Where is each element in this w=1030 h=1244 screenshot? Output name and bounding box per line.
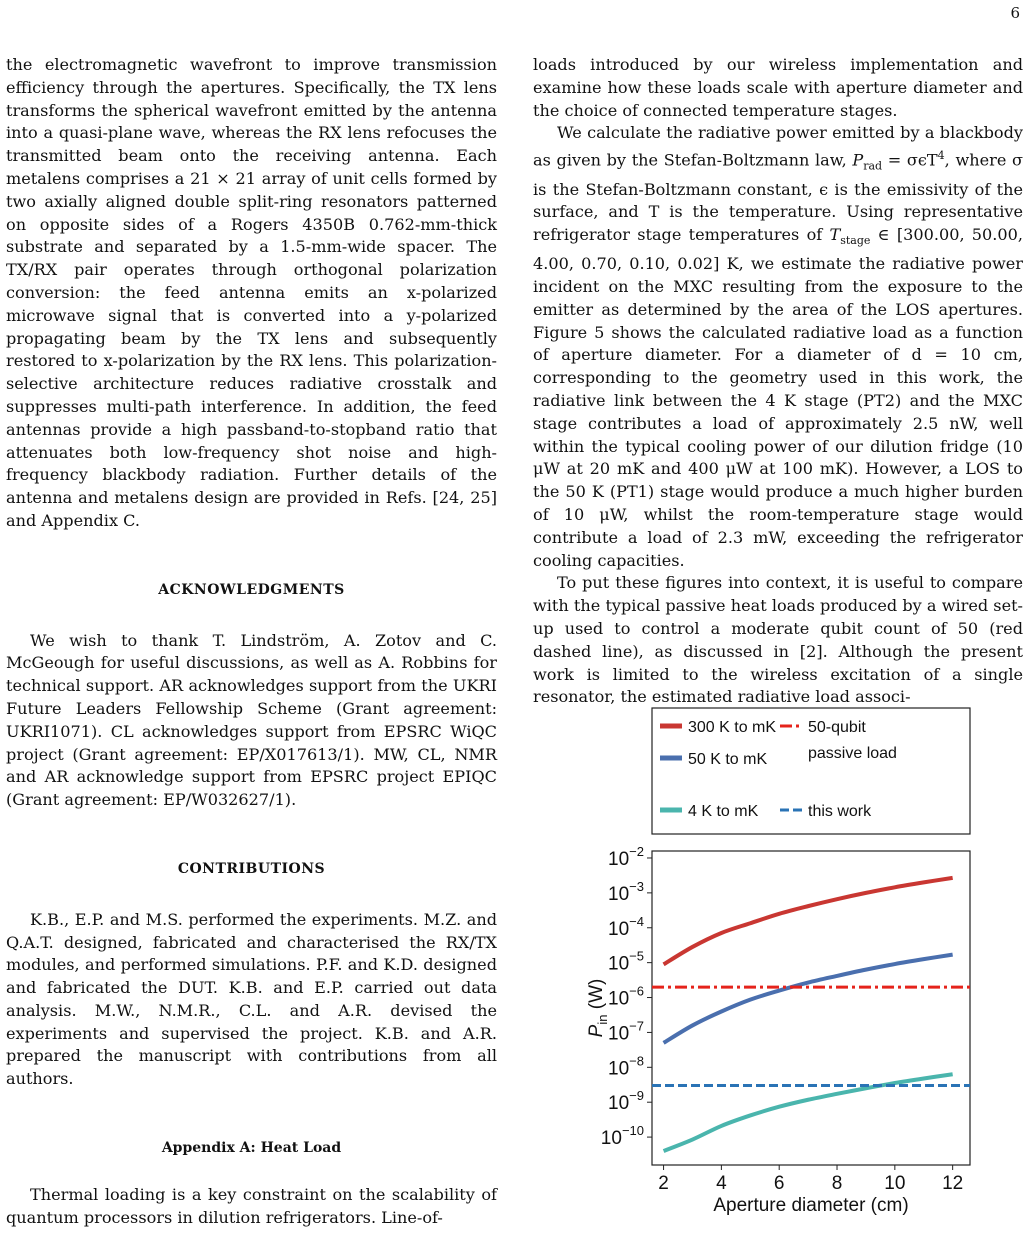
legend-label-4: this work — [808, 803, 872, 820]
figure-5-chart — [560, 686, 1030, 1226]
contributions-text: K.B., E.P. and M.S. performed the experiments. M.Z. and Q.A.T. designed, fabricated and characterised the RX/TX modules, and performed simulations. P.F. and K.D. designed and fabricated the DUT. K.B. and E.P. carried out data analysis. M.W., N.M.R., C.L. and A.R. devised the experiments and supervised the project. K.B. and A.R. prepared the manuscript with contributions from all authors. — [6, 909, 497, 1089]
right-paragraph-2: We calculate the radiative power emitted by a blackbody as given by the Stefan-Boltzmann law, $P_{rad} = \sigma\epsilon T^4$, where σ is the Stefan-Boltzmann constant, ϵ is the emissivity of the surface, and T is the temperature. Using representative refrigerator stage temperatures of $T_{stage}$ ∈ [300.00, 50.00, 4.00, 0.70, 0.10, 0.02] K, we estimate the radiative power incident on the MXC resulting from the exposure to the emitter as determined by the area of the LOS apertures. Figure 5 shows the calculated radiative load as a function of aperture diameter. For a diameter of d = 10 cm, corresponding to the geometry used in this work, the radiative link between the 4 K stage (PT2) and the MXC stage contributes a load of approximately 2.5 nW, well within the typical cooling power of our dilution fridge (10 μW at 20 mK and 400 μW at 100 mK). However, a LOS to the 50 K (PT1) stage would produce a much higher burden of 10 μW, whilst the room-temperature stage would contribute a load of 2.3 mW, exceeding the refrigerator cooling capacities. — [533, 123, 1024, 570]
legend-label-2: 50 K to mK — [688, 751, 768, 768]
y-tick-label-7: $10^{-9}$ — [608, 1088, 644, 1115]
legend-label-0: 300 K to mK — [688, 719, 777, 736]
legend-label-1: 50-qubit — [808, 719, 866, 736]
series-line-1 — [664, 955, 953, 1043]
y-tick-label-8: $10^{-10}$ — [600, 1123, 644, 1150]
appendix-text: Thermal loading is a key constraint on the scalability of quantum processors in dilution refrigerators. Line-of- — [6, 1184, 497, 1227]
left-column — [6, 54, 497, 1229]
intro-paragraph: the electromagnetic wavefront to improve transmission efficiency through the apertures. Specifically, the TX lens transforms the spherical wavefront emitted by the antenna into a quasi-plane wave, whereas the RX lens refocuses the transmitted beam onto the receiving antenna. Each metalens comprises a 21 × 21 array of unit cells formed by two axially aligned double split-ring resonators patterned on opposite sides of a Rogers 4350B 0.762-mm-thick substrate and separated by a 1.5-mm-wide spacer. The TX/RX pair operates through orthogonal polarization conversion: the feed antenna emits an x-polarized microwave signal that is converted into a y-polarized propagating beam by the TX lens and subsequently restored to x-polarization by the RX lens. This polarization-selective architecture reduces radiative crosstalk and suppresses multi-path interference. In addition, the feed antennas provide a high passband-to-stopband ratio that attenuates both low-frequency shot noise and high-frequency blackbody radiation. Further details of the antenna and metalens design are provided in Refs. [24, 25] and Appendix C. — [6, 55, 497, 530]
acknowledgments-heading: ACKNOWLEDGMENTS — [158, 581, 345, 598]
right-column — [533, 54, 1023, 709]
acknowledgments-text: We wish to thank T. Lindström, A. Zotov and C. McGeough for useful discussions, as well as A. Robbins for technical support. AR acknowledges support from the UKRI Future Leaders Fellowship Scheme (Grant agreement: UKRI1071). CL acknowledges support from EPSRC WiQC project (Grant agreement: EP/X017613/1). MW, CL, NMR and AR acknowledge support from EPSRC project EPIQC (Grant agreement: EP/W032627/1). — [6, 630, 497, 810]
x-tick-label-2: 6 — [773, 1173, 785, 1194]
x-tick-label-0: 2 — [658, 1173, 669, 1194]
x-tick-label-3: 8 — [831, 1173, 843, 1194]
page-number: 6 — [1010, 4, 1020, 22]
chart-svg — [560, 686, 1030, 1226]
y-tick-label-6: $10^{-8}$ — [608, 1053, 644, 1080]
y-tick-label-2: $10^{-4}$ — [608, 913, 644, 940]
right-paragraph-3: To put these figures into context, it is useful to compare with the typical passive heat loads produced by a wired set-up used to control a moderate qubit count of 50 (red dashed line), as discussed in [2]. Although the present work is limited to the wireless excitation of a single resonator, the estimated radiative load associ- — [533, 573, 1023, 707]
contributions-heading: CONTRIBUTIONS — [177, 860, 326, 877]
legend-label-3: 4 K to mK — [688, 803, 759, 820]
appendix-heading: Appendix A: Heat Load — [161, 1140, 342, 1157]
legend-label-1-line2: passive load — [808, 745, 897, 762]
y-axis-label: $P_{in}$ (W) — [586, 978, 610, 1038]
y-tick-label-0: $10^{-2}$ — [608, 843, 644, 870]
plot-frame — [652, 851, 970, 1165]
right-paragraph-1: loads introduced by our wireless implementation and examine how these loads scale with aperture diameter and the choice of connected temperature stages. — [533, 55, 1023, 120]
x-tick-label-4: 10 — [884, 1173, 906, 1194]
y-tick-label-5: $10^{-7}$ — [608, 1018, 644, 1045]
x-tick-label-1: 4 — [716, 1173, 727, 1194]
x-axis-label: Aperture diameter (cm) — [713, 1195, 909, 1216]
y-tick-label-1: $10^{-3}$ — [608, 878, 644, 905]
series-line-0 — [664, 878, 953, 965]
y-tick-label-4: $10^{-6}$ — [608, 983, 644, 1010]
x-tick-label-5: 12 — [942, 1173, 964, 1194]
y-tick-label-3: $10^{-5}$ — [608, 948, 644, 975]
